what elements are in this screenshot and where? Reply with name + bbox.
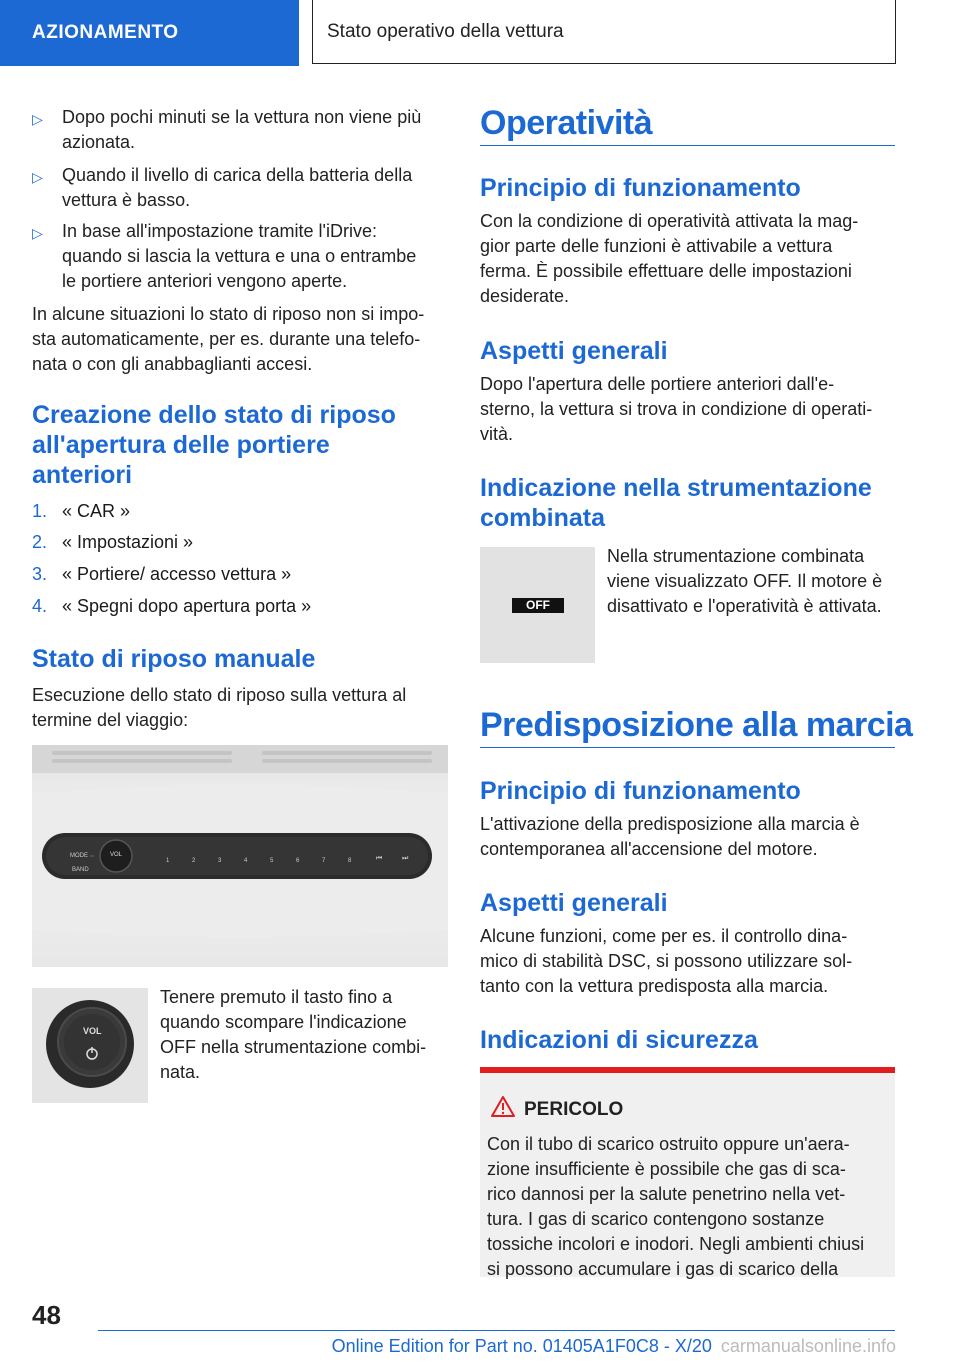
triangle-bullet-icon: ▷ (32, 169, 43, 185)
heading-rule (480, 145, 895, 146)
heading-aspetti: Aspetti generali (480, 337, 668, 365)
mode-button-label: MODE (70, 853, 88, 859)
heading-sicurezza: Indicazioni di sicurezza (480, 1026, 758, 1054)
skip-forward-icon: ⏭ (402, 855, 409, 862)
paragraph: Esecuzione dello stato di riposo sulla vettura al termine del viaggio: (32, 685, 407, 730)
heading-indicazione: Indicazione nella strumentazione combinata (480, 474, 872, 532)
preset-label: 5 (270, 858, 274, 864)
page-number: 48 (32, 1300, 61, 1330)
preset-label: 3 (218, 858, 222, 864)
band-button-label: BAND (72, 867, 89, 873)
paragraph: L'attivazione della predisposizione alla marcia è contemporanea all'accensione del motore. (480, 814, 860, 859)
preset-label: 1 (166, 858, 170, 864)
paragraph: Con la condizione di operatività attivata la mag- gior parte delle funzioni è attivabile a vettura ferma. È possibile effettuare delle impostazioni desiderate. (480, 211, 859, 306)
triangle-bullet-icon: ▷ (32, 225, 43, 241)
vol-knob-image (32, 988, 148, 1103)
heading-stato-manuale: Stato di riposo manuale (32, 645, 316, 673)
off-label: OFF (512, 598, 564, 613)
paragraph: Alcune funzioni, come per es. il controllo dina- mico di stabilità DSC, si possono utilizzare sol- tanto con la vettura predisposta alla marcia. (480, 926, 853, 996)
footer-rule (98, 1330, 895, 1331)
page-header-title: Stato operativo della vettura (312, 0, 896, 64)
step-item: 1. « CAR » (32, 501, 131, 521)
step-item: 3. « Portiere/ accesso vettura » (32, 564, 292, 584)
heading-principio: Principio di funzionamento (480, 777, 801, 805)
paragraph: In alcune situazioni lo stato di riposo non si impo- sta automaticamente, per es. durante una telefo- nata o con gli anabbaglianti accesi. (32, 304, 425, 374)
heading-creazione: Creazione dello stato di riposo all'apertura delle portiere anteriori (32, 401, 396, 489)
preset-label: 7 (322, 858, 326, 864)
paragraph: Dopo l'apertura delle portiere anteriori dall'e- sterno, la vettura si trova in condizione di operati- vità. (480, 374, 873, 444)
preset-label: 6 (296, 858, 300, 864)
heading-predisposizione: Predisposizione alla marcia (480, 706, 913, 744)
heading-aspetti: Aspetti generali (480, 889, 668, 917)
warning-triangle-icon (490, 1095, 516, 1118)
heading-principio: Principio di funzionamento (480, 174, 801, 202)
watermark: carmanualsonline.info (720, 1336, 896, 1356)
paragraph: Tenere premuto il tasto fino a quando scompare l'indicazione OFF nella strumentazione combi- nata. (160, 987, 427, 1082)
radio-panel-image (32, 745, 448, 967)
list-item: ▷ In base all'impostazione tramite l'iDrive: quando si lascia la vettura e una o entrambe le portiere anteriori vengono aperte. (32, 221, 417, 291)
off-indicator-image (480, 547, 595, 663)
list-item: ▷ Dopo pochi minuti se la vettura non viene più azionata. (32, 107, 422, 152)
vol-knob-label: VOL (110, 852, 123, 858)
step-item: 2. « Impostazioni » (32, 532, 194, 552)
warning-text: Con il tubo di scarico ostruito oppure un'aera- zione insufficiente è possibile che gas di sca- rico dannosi per la salute penetrino nella vet- tura. I gas di scarico contengono sostanze tossiche incolori e inodori. Negli ambienti chiusi si possono accumulare i gas di scarico della (487, 1134, 865, 1279)
list-item: ▷ Quando il livello di carica della batteria della vettura è basso. (32, 165, 413, 210)
section-tab: AZIONAMENTO (0, 0, 299, 66)
knob-vol-label: VOL (83, 1026, 102, 1036)
step-item: 4. « Spegni dopo apertura porta » (32, 596, 312, 616)
paragraph: Nella strumentazione combinata viene visualizzato OFF. Il motore è disattivato e l'operatività è attivata. (607, 546, 883, 616)
skip-back-icon: ⏮ (376, 855, 383, 862)
heading-rule (480, 747, 895, 748)
footer-edition (300, 1336, 896, 1357)
preset-label: 8 (348, 858, 352, 864)
preset-label: 2 (192, 858, 196, 864)
triangle-bullet-icon: ▷ (32, 111, 43, 127)
warning-title: PERICOLO (524, 1099, 624, 1120)
warning-box (480, 1067, 895, 1277)
heading-operativita: Operatività (480, 104, 653, 142)
footer-edition-text: Online Edition for Part no. 01405A1F0C8 - X/20 (331, 1336, 712, 1356)
preset-label: 4 (244, 858, 248, 864)
